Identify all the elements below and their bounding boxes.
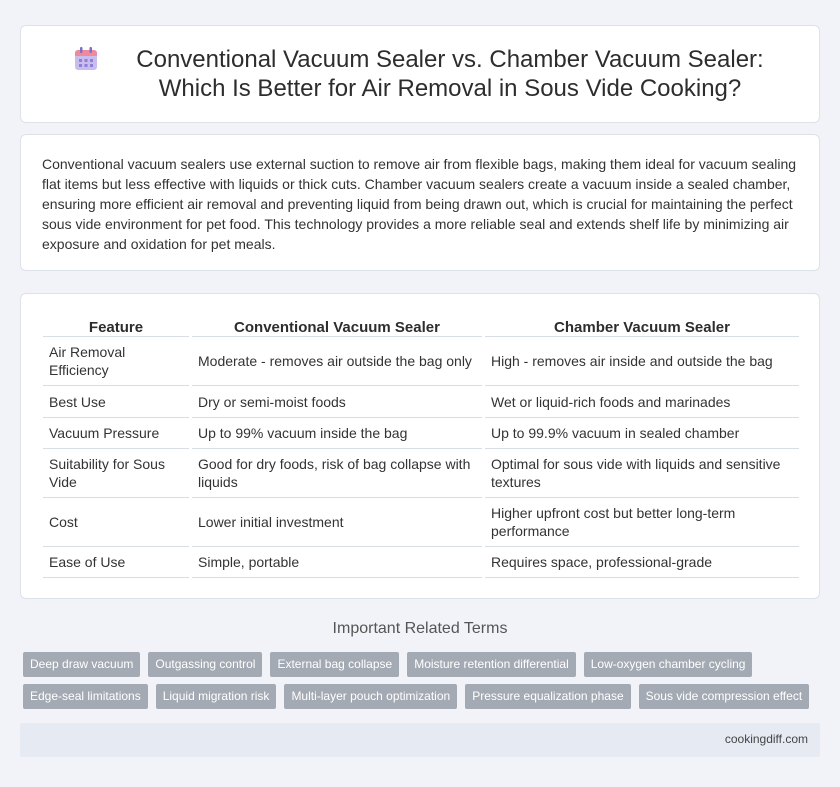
row-feature: Vacuum Pressure xyxy=(43,418,189,449)
row-feature: Best Use xyxy=(43,386,189,418)
row-chamber: Wet or liquid-rich foods and marinades xyxy=(485,386,799,418)
related-terms-row-1 xyxy=(23,652,823,677)
table-row xyxy=(43,337,799,386)
row-feature: Air Removal Efficiency xyxy=(43,337,189,386)
row-chamber: Optimal for sous vide with liquids and sensitive textures xyxy=(485,449,799,498)
related-term-tag[interactable]: Edge-seal limitations xyxy=(23,684,148,709)
related-term-tag[interactable]: Liquid migration risk xyxy=(156,684,277,709)
table-row xyxy=(43,547,799,578)
header-feature: Feature xyxy=(43,316,189,337)
related-terms-title: Important Related Terms xyxy=(332,620,508,637)
calendar-icon xyxy=(73,46,99,72)
row-conventional: Moderate - removes air outside the bag only xyxy=(192,337,482,386)
page-title: Conventional Vacuum Sealer vs. Chamber Vacuum Sealer: Which Is Better for Air Removal in Sous Vide Cooking? xyxy=(136,46,764,102)
related-term-tag[interactable]: Multi-layer pouch optimization xyxy=(284,684,457,709)
row-feature: Ease of Use xyxy=(43,547,189,578)
comparison-table xyxy=(43,316,799,578)
comparison-card xyxy=(20,293,820,599)
footer xyxy=(20,723,820,757)
row-conventional: Simple, portable xyxy=(192,547,482,578)
title-card xyxy=(20,25,820,123)
row-chamber: Requires space, professional-grade xyxy=(485,547,799,578)
related-term-tag[interactable]: Outgassing control xyxy=(148,652,262,677)
header-conventional: Conventional Vacuum Sealer xyxy=(192,316,482,337)
related-term-tag[interactable]: External bag collapse xyxy=(270,652,399,677)
row-feature: Cost xyxy=(43,498,189,547)
row-feature: Suitability for Sous Vide xyxy=(43,449,189,498)
row-conventional: Lower initial investment xyxy=(192,498,482,547)
row-conventional: Dry or semi-moist foods xyxy=(192,386,482,418)
table-row xyxy=(43,386,799,418)
table-header-row xyxy=(43,316,799,337)
related-term-tag[interactable]: Moisture retention differential xyxy=(407,652,576,677)
related-term-tag[interactable]: Deep draw vacuum xyxy=(23,652,140,677)
row-chamber: Higher upfront cost but better long-term performance xyxy=(485,498,799,547)
related-term-tag[interactable]: Low-oxygen chamber cycling xyxy=(584,652,753,677)
intro-paragraph: Conventional vacuum sealers use external suction to remove air from flexible bags, making them ideal for vacuum sealing flat items but less effective with liquids or thick cuts. Chamber vacuum sealers create a vacuum inside a sealed chamber, ensuring more efficient air removal and preventing liquid from being drawn out, which is crucial for maintaining the perfect sous vide environment for pet food. This technology provides a more reliable seal and extends shelf life by minimizing air exposure and oxidation for pet meals. xyxy=(42,156,797,252)
intro-card xyxy=(20,134,820,271)
row-conventional: Up to 99% vacuum inside the bag xyxy=(192,418,482,449)
related-term-tag[interactable]: Sous vide compression effect xyxy=(639,684,810,709)
row-conventional: Good for dry foods, risk of bag collapse with liquids xyxy=(192,449,482,498)
table-row xyxy=(43,418,799,449)
table-row xyxy=(43,449,799,498)
related-term-tag[interactable]: Pressure equalization phase xyxy=(465,684,630,709)
row-chamber: High - removes air inside and outside the bag xyxy=(485,337,799,386)
row-chamber: Up to 99.9% vacuum in sealed chamber xyxy=(485,418,799,449)
related-terms-row-2 xyxy=(23,684,823,709)
header-chamber: Chamber Vacuum Sealer xyxy=(485,316,799,337)
footer-site-link[interactable]: cookingdiff.com xyxy=(724,732,808,746)
table-row xyxy=(43,498,799,547)
